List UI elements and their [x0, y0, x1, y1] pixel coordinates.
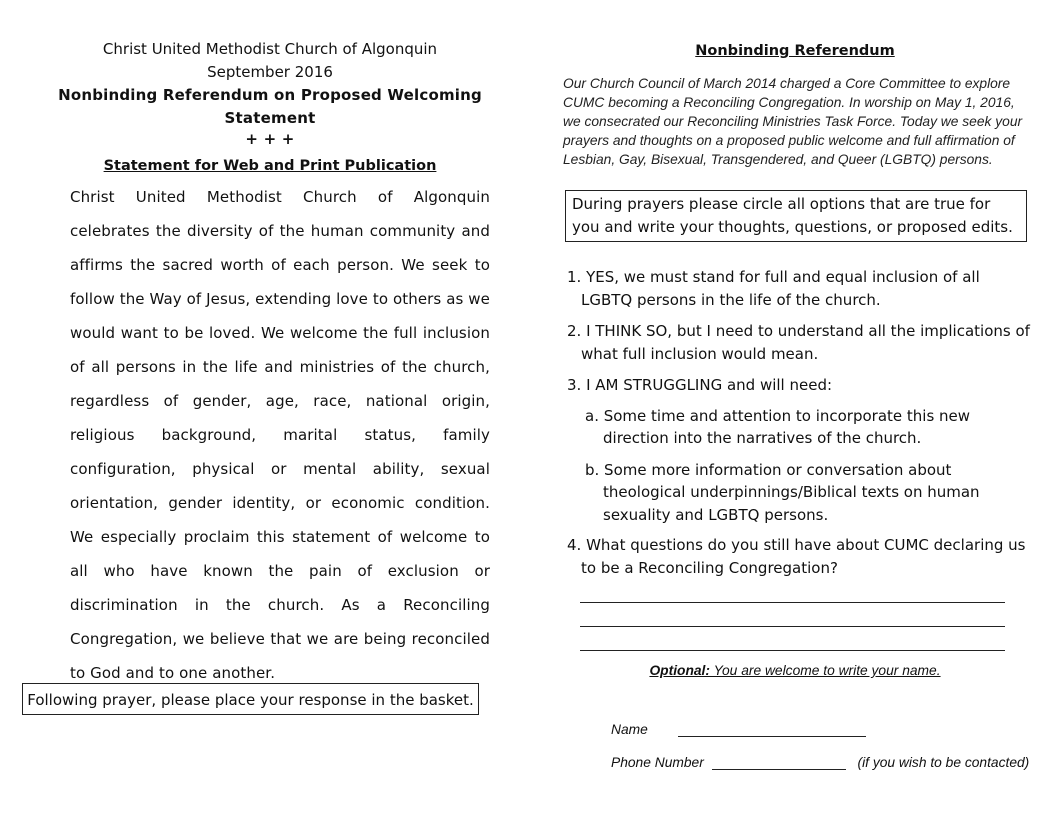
- instruction-box-left: Following prayer, please place your response in the basket.: [22, 683, 479, 715]
- name-field: [611, 722, 866, 737]
- option-3a[interactable]: a. Some time and attention to incorporate this new direction into the narratives of the church.: [585, 406, 971, 447]
- option-2[interactable]: 2. I THINK SO, but I need to understand all the implications of what full inclusion would mean.: [567, 322, 1030, 363]
- optional-text: You are welcome to write your name.: [709, 663, 941, 678]
- divider: + + +: [245, 130, 295, 148]
- welcoming-statement: Christ United Methodist Church of Algonquin celebrates the diversity of the human community and affirms the sacred worth of each person. We seek to follow the Way of Jesus, extending love to others as we would want to be loved. We welcome the full inclusion of all persons in the life and ministries of the church, regardless of gender, age, race, national origin, religious background, marital status, family configuration, physical or mental ability, sexual orientation, gender identity, or economic condition. We especially proclaim this statement of welcome to all who have known the pain of exclusion or discrimination in the church. As a Reconciling Congregation, we believe that we are being reconciled to God and to one another.: [70, 188, 490, 682]
- answer-line[interactable]: [580, 585, 1005, 603]
- option-4[interactable]: 4. What questions do you still have about CUMC declaring us to be a Reconciling Congregation?: [567, 536, 1026, 577]
- optional-note: [560, 663, 1030, 678]
- intro-paragraph: Our Church Council of March 2014 charged a Core Committee to explore CUMC becoming a Reconciling Congregation. In worship on May 1, 2016, we consecrated our Reconciling Ministries Task Force. Today we seek your prayers and thoughts on a proposed public welcome and full affirmation of Lesbian, Gay, Bisexual, Transgendered, and Queer (LGBTQ) persons.: [563, 76, 1023, 167]
- option-1[interactable]: 1. YES, we must stand for full and equal inclusion of all LGBTQ persons in the life of the church.: [567, 268, 980, 309]
- date: September 2016: [207, 63, 333, 81]
- section-title: Statement for Web and Print Publication: [103, 158, 437, 174]
- option-3b[interactable]: b. Some more information or conversation about theological underpinnings/Biblical texts on human sexuality and LGBTQ persons.: [585, 460, 980, 524]
- right-page: [560, 38, 1030, 678]
- optional-label: Optional:: [649, 663, 710, 678]
- answer-line[interactable]: [580, 609, 1005, 627]
- right-title: Nonbinding Referendum: [695, 43, 895, 59]
- option-3[interactable]: 3. I AM STRUGGLING and will need:: [567, 376, 833, 394]
- name-label: Name: [611, 722, 648, 737]
- answer-line[interactable]: [580, 633, 1005, 651]
- phone-field: [611, 755, 1029, 770]
- answer-lines[interactable]: [580, 585, 1005, 651]
- church-name: Christ United Methodist Church of Algonquin: [102, 40, 438, 58]
- name-blank[interactable]: [678, 722, 866, 737]
- left-page: [20, 38, 520, 690]
- phone-blank[interactable]: [712, 755, 846, 770]
- instruction-box-right: During prayers please circle all options that are true for you and write your thoughts, questions, or proposed edits.: [565, 190, 1027, 242]
- phone-note: (if you wish to be contacted): [857, 755, 1030, 770]
- referendum-title: Nonbinding Referendum on Proposed Welcoming Statement: [58, 86, 482, 127]
- phone-label: Phone Number: [611, 755, 704, 770]
